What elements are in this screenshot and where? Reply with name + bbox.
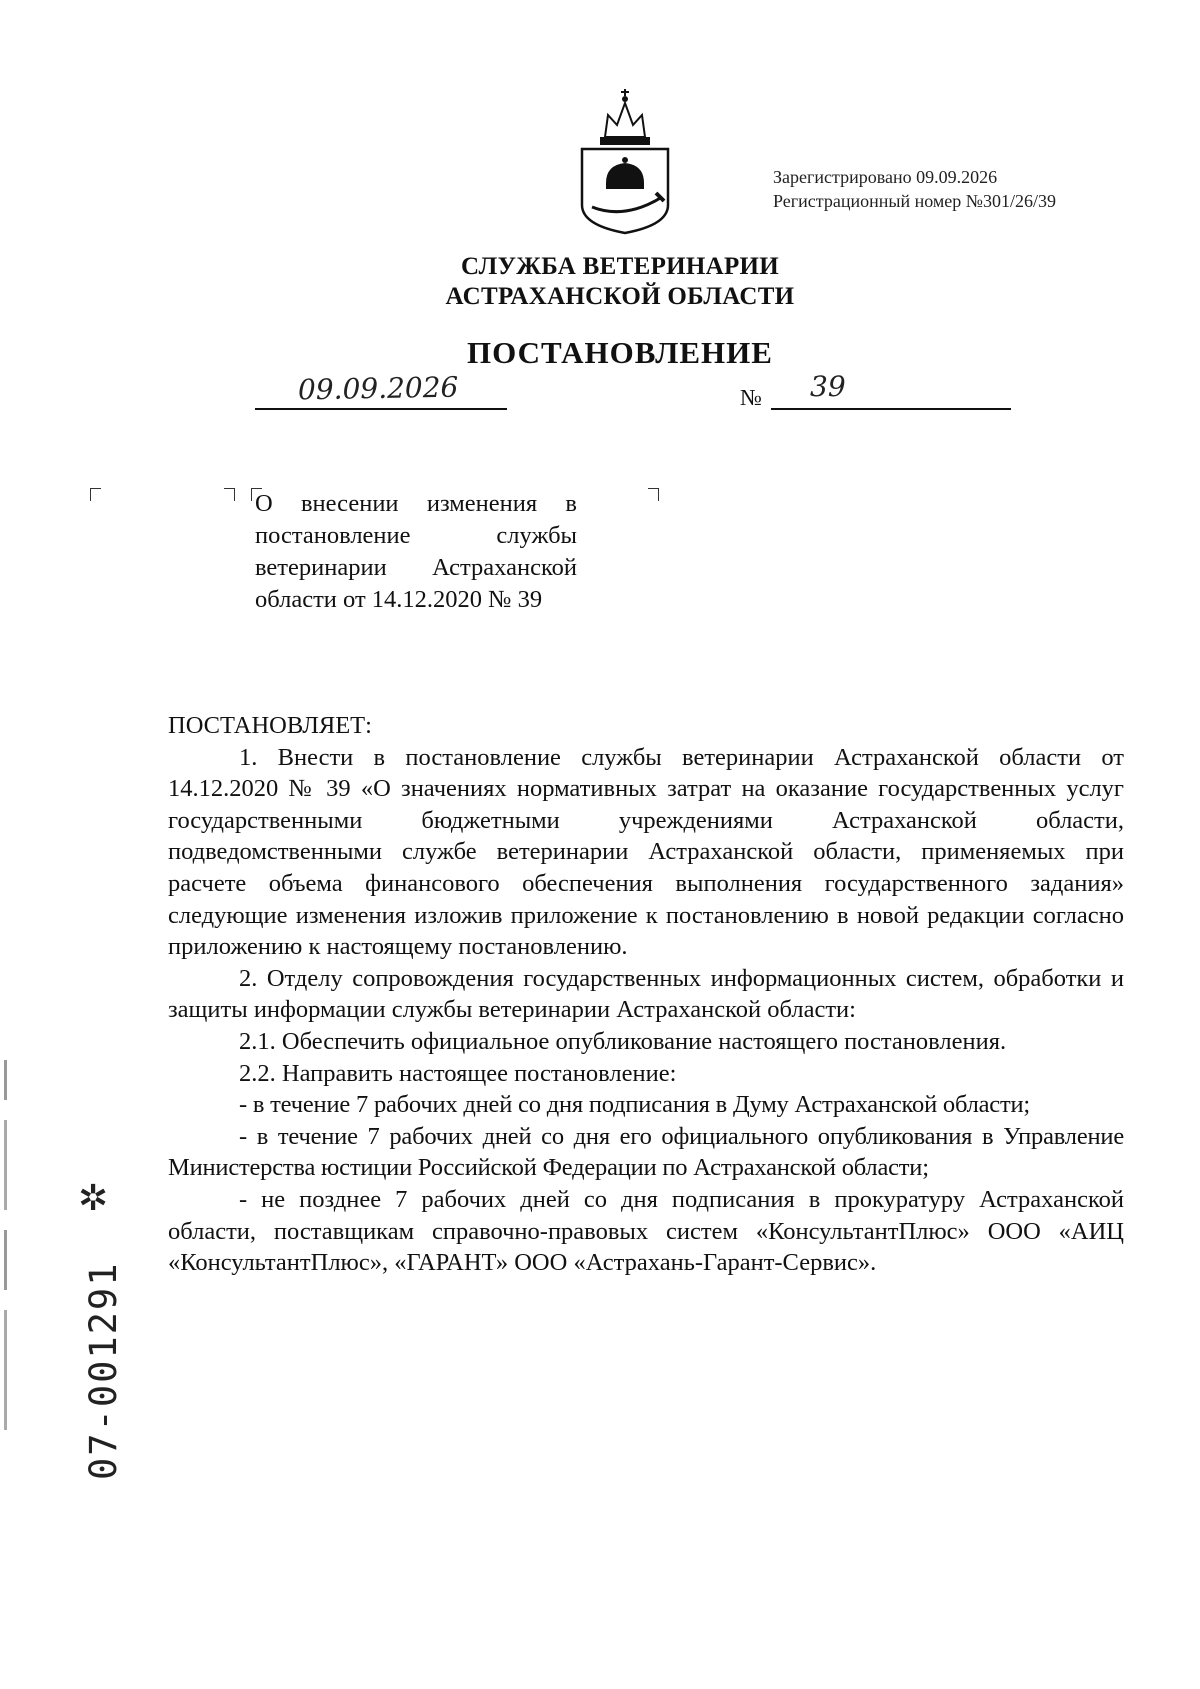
margin-stamp-number: 07-001291 — [82, 1261, 125, 1480]
number-underline — [771, 408, 1011, 410]
paragraph-2-2: 2.2. Направить настоящее постановление: — [239, 1059, 677, 1087]
paragraph-2: 2. Отделу сопровождения государственных информационных систем, обработки и защиты информации службы ветеринарии Астраханской области: — [168, 964, 1124, 1024]
coat-of-arms-icon — [570, 85, 680, 235]
document-type-title: ПОСТАНОВЛЕНИЕ — [467, 335, 773, 370]
paragraph-1: 1. Внести в постановление службы ветеринарии Астраханской области от 14.12.2020 № 39 «О значениях нормативных затрат на оказание государственных услуг государственными бюджетными учреждениями Астраханской области, подведомственными службе ветеринарии Астраханской области, применяемых при расчете объема финансового обеспечения выполнения государственного задания» следующие изменения изложив приложение к постановлению в новой редакции согласно приложению к настоящему постановлению. — [168, 743, 1124, 961]
handwritten-date: 09.09.2026 — [297, 370, 459, 407]
organization-name-line2: АСТРАХАНСКОЙ ОБЛАСТИ — [445, 283, 795, 310]
registration-date: Зарегистрировано 09.09.2026 — [773, 167, 998, 187]
number-sign: № — [740, 385, 762, 410]
bracket-corner-icon — [90, 488, 101, 501]
margin-star-icon: ✲ — [78, 1178, 109, 1219]
list-item-prosecutor: - не позднее 7 рабочих дней со дня подписания в прокуратуру Астраханской области, поставщикам справочно-правовых систем «КонсультантПлюс» ООО «АИЦ «КонсультантПлюс», «ГАРАНТ» ООО «Астрахань-Гарант-Сервис». — [168, 1185, 1124, 1277]
document-subject: О внесении изменения в постановление службы ветеринарии Астраханской области от 14.12.2020 № 39 — [255, 490, 577, 613]
organization-name-line1: СЛУЖБА ВЕТЕРИНАРИИ — [460, 253, 780, 280]
list-item-justice: - в течение 7 рабочих дней со дня его официального опубликования в Управление Министерства юстиции Российской Федерации по Астраханской области; — [168, 1122, 1124, 1182]
scan-edge-marks — [2, 1060, 10, 1480]
registration-number: Регистрационный номер №301/26/39 — [773, 191, 1056, 211]
document-body — [168, 710, 1124, 1279]
paragraph-2-1: 2.1. Обеспечить официальное опубликование настоящего постановления. — [239, 1027, 1007, 1055]
bracket-corner-icon — [224, 488, 235, 501]
decree-word: ПОСТАНОВЛЯЕТ: — [168, 712, 372, 739]
bracket-corner-icon — [648, 488, 659, 501]
registration-stamp — [773, 165, 1056, 213]
handwritten-number: 39 — [810, 370, 846, 403]
date-underline — [255, 408, 507, 410]
list-item-duma: - в течение 7 рабочих дней со дня подписания в Думу Астраханской области; — [239, 1091, 1031, 1119]
